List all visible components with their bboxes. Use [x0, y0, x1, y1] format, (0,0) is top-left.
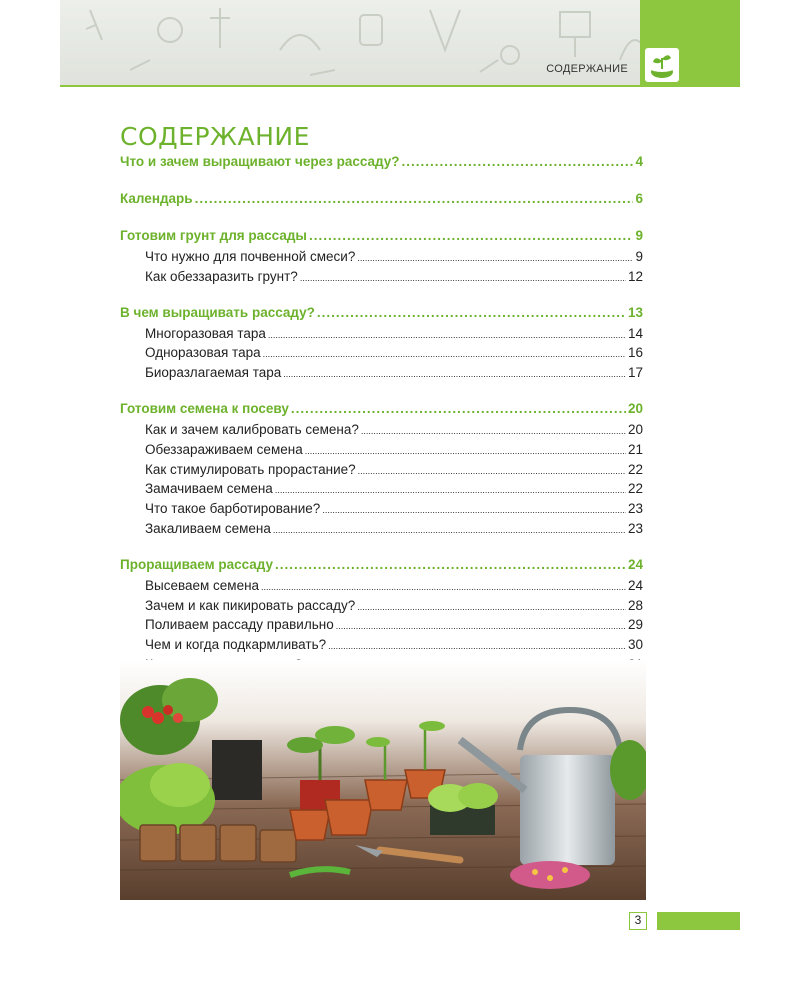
footer-green-bar [657, 912, 740, 930]
toc-page-number: 24 [627, 556, 643, 572]
toc-page-number: 22 [627, 481, 643, 497]
toc-subsection-entry[interactable] [120, 615, 643, 635]
toc-entry-title: Поливаем рассаду правильно [145, 617, 334, 633]
dot-leader [263, 343, 626, 363]
garden-tools-pattern [60, 0, 740, 85]
toc-page-number: 21 [627, 441, 643, 457]
toc-entry-title: Что нужно для почвенной смеси? [145, 249, 356, 264]
toc-page-number: 23 [627, 520, 643, 536]
dot-leader [402, 150, 634, 173]
toc-section-entry[interactable] [120, 187, 643, 210]
toc-page-number: 13 [627, 304, 643, 320]
dot-leader [195, 187, 634, 210]
seedling-pot-icon [645, 48, 679, 82]
dot-leader [309, 224, 634, 247]
toc-subsection-entry[interactable] [120, 420, 643, 440]
toc-subsection-entry[interactable] [120, 635, 643, 655]
toc-subsection-entry[interactable] [120, 247, 643, 267]
page-number: 3 [629, 912, 647, 930]
toc-subsection-entry[interactable] [120, 440, 643, 460]
toc-section-entry[interactable] [120, 150, 643, 173]
dot-leader [317, 301, 626, 324]
dot-leader [268, 324, 626, 344]
toc-entry-title: Готовим грунт для рассады [120, 228, 307, 243]
toc-page-number: 6 [635, 191, 643, 206]
toc-page-number: 28 [627, 597, 643, 613]
toc-subsection-entry[interactable] [120, 324, 643, 344]
toc-page-number: 22 [627, 461, 643, 477]
dot-leader [357, 247, 633, 267]
toc-page-number: 30 [627, 637, 643, 653]
toc-section-gap [120, 383, 643, 397]
dot-leader [357, 596, 626, 616]
toc-entry-title: Зачем и как пикировать рассаду? [145, 597, 356, 613]
toc-entry-title: Как обеззаразить грунт? [145, 268, 298, 284]
toc-page-number: 4 [635, 154, 643, 169]
dot-leader [291, 397, 626, 420]
toc-page-number: 24 [627, 577, 643, 593]
dot-leader [275, 553, 626, 576]
toc-subsection-entry[interactable] [120, 576, 643, 596]
table-of-contents [120, 150, 643, 675]
toc-subsection-entry[interactable] [120, 267, 643, 287]
toc-entry-title: Что такое барботирование? [145, 501, 321, 517]
toc-section-gap [120, 539, 643, 553]
toc-page-number: 16 [627, 345, 643, 361]
dot-leader [275, 479, 626, 499]
toc-section-entry[interactable] [120, 301, 643, 324]
toc-subsection-entry[interactable] [120, 479, 643, 499]
toc-subsection-entry[interactable] [120, 499, 643, 519]
toc-page-number: 20 [627, 400, 643, 416]
toc-entry-title: Обеззараживаем семена [145, 441, 303, 457]
toc-entry-title: Как и зачем калибровать семена? [145, 421, 359, 437]
toc-section-gap [120, 210, 643, 224]
dot-leader [305, 440, 626, 460]
toc-entry-title: В чем выращивать рассаду? [120, 304, 315, 320]
toc-page-number: 20 [627, 421, 643, 437]
dot-leader [300, 267, 626, 287]
header-pattern-band [60, 0, 740, 85]
toc-section-entry[interactable] [120, 224, 643, 247]
toc-entry-title: Биоразлагаемая тара [145, 365, 282, 381]
toc-entry-title: Чем и когда подкармливать? [145, 637, 327, 653]
dot-leader [328, 635, 626, 655]
toc-page-number: 23 [627, 501, 643, 517]
toc-entry-title: Высеваем семена [145, 577, 260, 593]
dot-leader [336, 615, 626, 635]
toc-section-entry[interactable] [120, 553, 643, 576]
toc-subsection-entry[interactable] [120, 363, 643, 383]
toc-page-number: 14 [627, 325, 643, 341]
toc-subsection-entry[interactable] [120, 519, 643, 539]
dot-leader [273, 519, 626, 539]
dot-leader [261, 576, 626, 596]
toc-subsection-entry[interactable] [120, 343, 643, 363]
dot-leader [322, 499, 626, 519]
toc-entry-title: Многоразовая тара [145, 325, 266, 341]
running-header-label: СОДЕРЖАНИЕ [546, 63, 628, 75]
toc-page-number: 29 [627, 617, 643, 633]
toc-entry-title: Закаливаем семена [145, 520, 271, 536]
toc-page-number: 17 [627, 365, 643, 381]
toc-page-number: 9 [635, 249, 643, 264]
toc-page-number: 9 [635, 228, 643, 243]
toc-page-number: 12 [627, 268, 643, 284]
toc-subsection-entry[interactable] [120, 460, 643, 480]
toc-entry-title: Проращиваем рассаду [120, 556, 274, 572]
toc-entry-title: Что и зачем выращивают через рассаду? [120, 154, 400, 169]
seedlings-garden-photo [120, 660, 646, 900]
page-title: СОДЕРЖАНИЕ [120, 121, 310, 151]
toc-section-gap [120, 173, 643, 187]
dot-leader [361, 420, 626, 440]
toc-section-entry[interactable] [120, 397, 643, 420]
toc-entry-title: Как стимулировать прорастание? [145, 461, 356, 477]
toc-entry-title: Замачиваем семена [145, 481, 273, 497]
toc-subsection-entry[interactable] [120, 596, 643, 616]
toc-entry-title: Готовим семена к посеву [120, 400, 289, 416]
toc-section-gap [120, 287, 643, 301]
toc-entry-title: Одноразовая тара [145, 345, 261, 361]
dot-leader [358, 460, 626, 480]
dot-leader [283, 363, 626, 383]
toc-entry-title: Календарь [120, 191, 193, 206]
header-rule [60, 85, 740, 87]
